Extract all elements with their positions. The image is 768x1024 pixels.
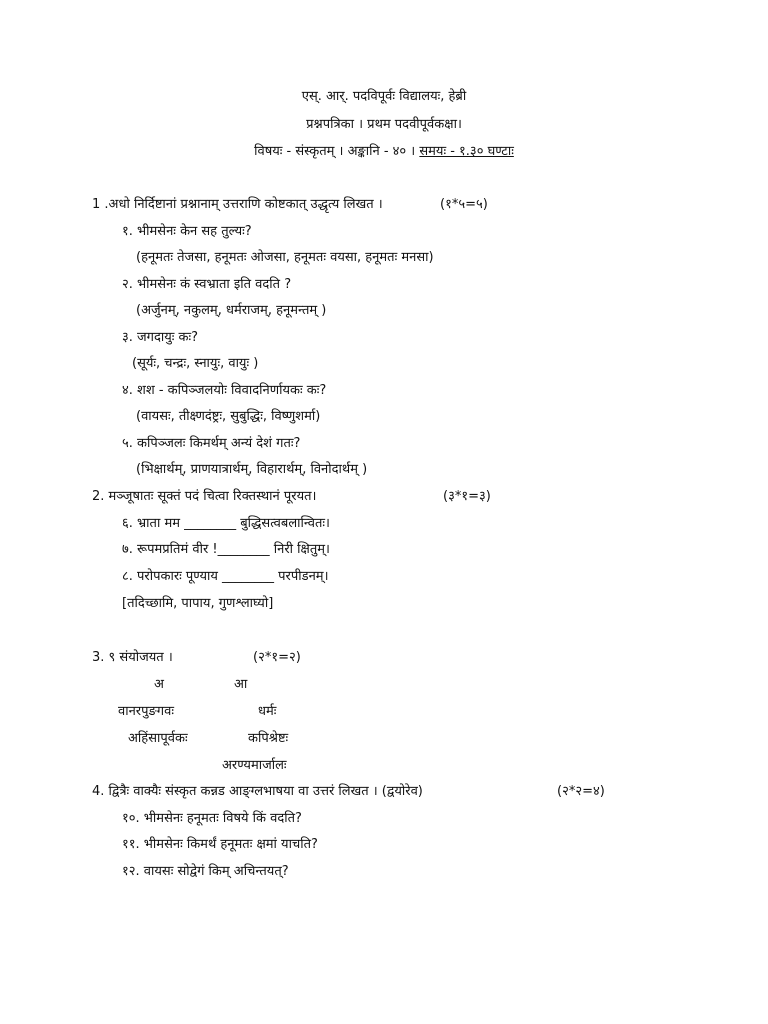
q1-item-4: ४. शश - कपिञ्जलयोः विवादनिर्णायकः कः? [122,383,327,398]
paper-title: प्रश्नपत्रिका । प्रथम पदवीपूर्वकक्षा। [306,117,462,132]
q1-options-3: (सूर्यः, चन्द्रः, स्नायुः, वायुः ) [132,356,259,371]
q1-item-3: ३. जगदायुः कः? [122,330,199,345]
q1-item-1: १. भीमसेनः केन सह तुल्यः? [122,224,252,239]
q3-marks: (२*१=२) [253,650,301,665]
q3-column-a-header: अ [154,677,164,692]
q1-heading: 1 .अधो निर्दिष्टानां प्रश्नानाम् उत्तराणि कोष्टकात् उद्धृत्य लिखत । [92,197,383,212]
q3-a-item-1: वानरपुङगवः [118,704,174,719]
q4-item-11: ११. भीमसेनः किमर्थं हनूमतः क्षमां याचति? [122,837,318,852]
subject-marks: विषयः - संस्कृतम् । अङ्कानि - ४० । [254,144,420,159]
q1-options-2: (अर्जुनम्, नकुलम्, धर्मराजम्, हनूमन्तम् ) [136,303,327,318]
q2-item-8: ८. परोपकारः पूण्याय ________ परपीडनम्। [122,569,329,584]
q3-column-b-header: आ [234,677,248,692]
q4-marks: (२*२=४) [557,784,605,799]
q1-item-5: ५. कपिञ्जलः किमर्थम् अन्यं देशं गतः? [122,436,301,451]
q2-item-6: ६. भ्राता मम ________ बुद्धिसत्वबलान्वितः। [122,516,330,531]
q1-options-4: (वायसः, तीक्ष्णदंष्ट्रः, सुबुद्धिः, विष्णुशर्मा) [136,409,321,424]
q3-b-item-3: अरण्यमार्जालः [222,758,287,773]
q2-marks: (३*१=३) [443,489,491,504]
exam-time: समयः - १.३० घण्टाः [419,144,514,159]
q2-item-7: ७. रूपमप्रतिमं वीर !________ निरी क्षितुम्। [122,542,330,557]
school-name: एस्. आर्. पदविपूर्वः विद्यालयः, हेब्री [301,89,467,104]
q3-b-item-2: कपिश्रेष्टः [248,731,289,746]
q1-options-5: (भिक्षार्थम्, प्राणयात्रार्थम्, विहारार्थम्, विनोदार्थम् ) [136,462,368,477]
q3-a-item-2: अहिंसापूर्वकः [128,731,188,746]
subject-line [0,143,768,161]
q1-item-2: २. भीमसेनः कं स्वभ्राता इति वदति ? [122,277,292,292]
q3-heading: 3. ९ संयोजयत । [92,650,173,665]
q2-heading: 2. मञ्जूषातः सूक्तं पदं चित्वा रिक्तस्थानं पूरयत। [92,489,317,504]
q1-marks: (१*५=५) [440,197,488,212]
q4-heading: 4. द्वित्रैः वाक्यैः संस्कृत कन्नड आङ्ग्लभाषया वा उत्तरं लिखत । (द्वयोरेव) [92,784,423,799]
q4-item-12: १२. वायसः सोद्वेगं किम् अचिन्तयत्? [122,864,289,879]
q3-b-item-1: धर्मः [258,704,277,719]
q2-word-box: [तदिच्छामि, पापाय, गुणश्लाघ्यो] [122,596,274,611]
q1-options-1: (हनूमतः तेजसा, हनूमतः ओजसा, हनूमतः वयसा, हनूमतः मनसा) [136,250,434,265]
q4-item-10: १०. भीमसेनः हनूमतः विषये किं वदति? [122,811,302,826]
